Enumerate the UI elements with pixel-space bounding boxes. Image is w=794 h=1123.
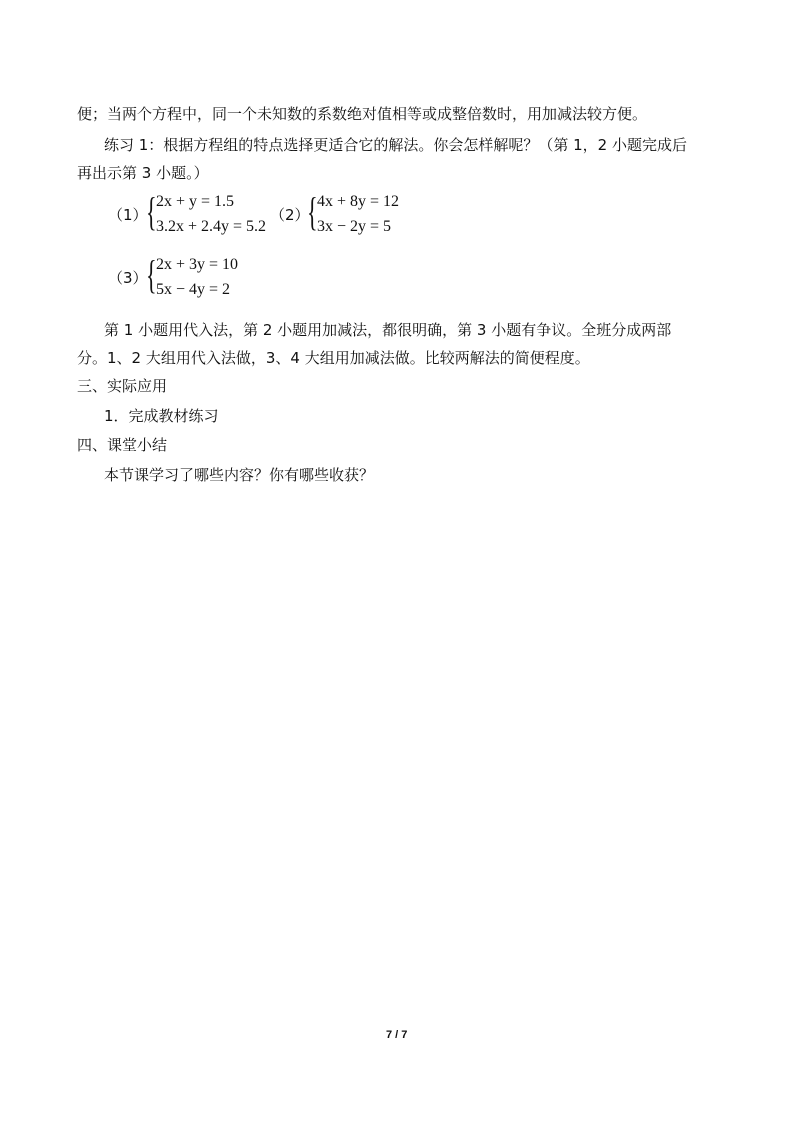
- discussion-paragraph-continued: 分。1、2 大组用代入法做，3、4 大组用加减法做。比较两解法的简便程度。: [77, 349, 590, 367]
- paragraph-continuation: 便；当两个方程中，同一个未知数的系数绝对值相等或成整倍数时，用加减法较方便。: [77, 105, 648, 123]
- page-number: 7 / 7: [386, 1029, 408, 1041]
- system-1-equation-1: 2x + y = 1.5: [156, 193, 235, 210]
- system-2-equation-1: 4x + 8y = 12: [317, 193, 400, 210]
- practice-intro-continued: 再出示第 3 小题。）: [77, 164, 209, 182]
- system-1-equation-2: 3.2x + 2.4y = 5.2: [156, 218, 267, 235]
- system-2-equation-2: 3x − 2y = 5: [317, 218, 392, 235]
- system-3-equation-1: 2x + 3y = 10: [156, 256, 239, 273]
- system-2-brace: {: [307, 189, 318, 234]
- system-2-label: （2）: [270, 206, 310, 224]
- system-3-equation-2: 5x − 4y = 2: [156, 281, 231, 298]
- section-3-heading: 三、实际应用: [77, 377, 168, 395]
- system-1-label: （1）: [108, 206, 148, 224]
- section-4-text: 本节课学习了哪些内容？你有哪些收获？: [104, 466, 375, 484]
- system-3-brace: {: [146, 252, 157, 297]
- system-1-brace: {: [146, 189, 157, 234]
- section-4-heading: 四、课堂小结: [77, 436, 168, 454]
- discussion-paragraph: 第 1 小题用代入法，第 2 小题用加减法，都很明确，第 3 小题有争议。全班分成两部: [104, 321, 672, 339]
- practice-intro: 练习 1：根据方程组的特点选择更适合它的解法。你会怎样解呢？（第 1，2 小题完成后: [104, 136, 687, 154]
- system-3-label: （3）: [108, 269, 148, 287]
- section-3-item: 1．完成教材练习: [104, 407, 219, 425]
